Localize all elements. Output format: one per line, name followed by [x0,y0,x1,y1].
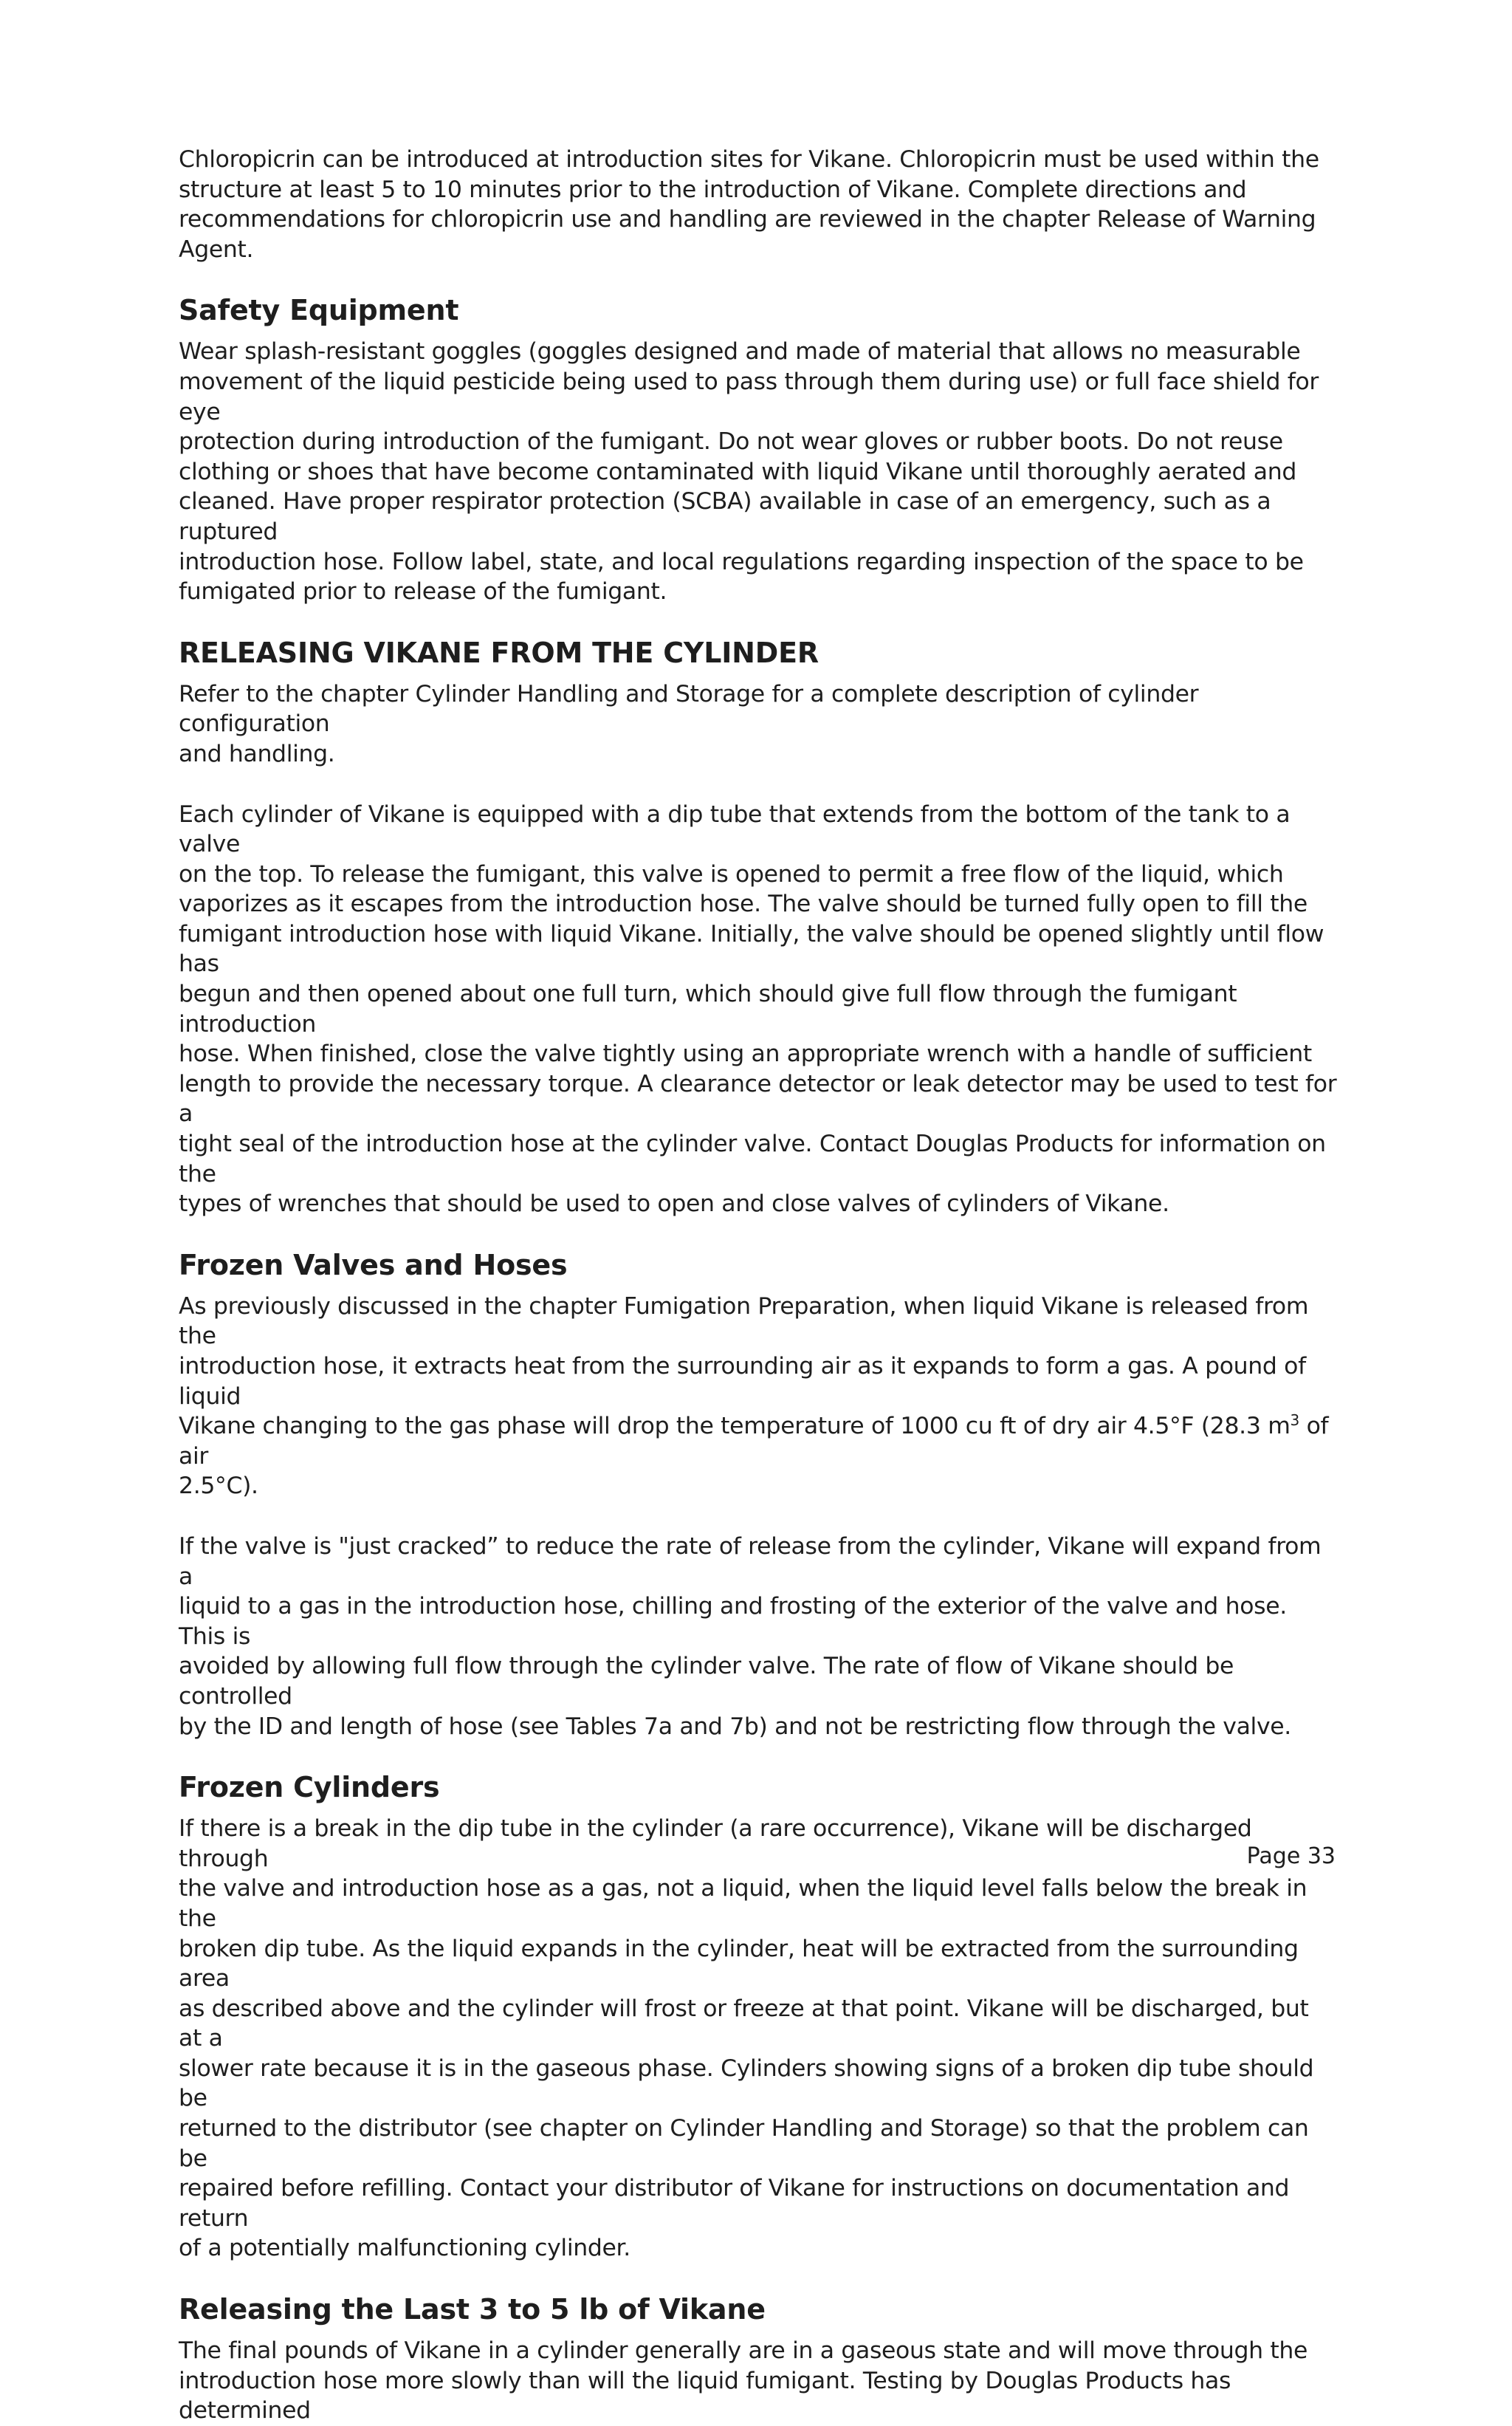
intro-paragraph: Chloropicrin can be introduced at introduction sites for Vikane. Chloropicrin must be used within the structure at least 5 to 10 minutes prior to the introduction of Vikane. Complete directions and recommendations for chloropicrin use and handling are reviewed in the chapter Release of Warning Agent. [179,146,1319,263]
safety-equipment-heading: Safety Equipment [179,294,459,327]
frozen-cylinders-heading: Frozen Cylinders [179,1771,440,1804]
safety-equipment-paragraph: Wear splash-resistant goggles (goggles designed and made of material that allows no measurable movement of the liquid pesticide being used to pass through them during use) or full face shield for eye protection during introduction of the fumigant. Do not wear gloves or rubber boots. Do not reuse clothing or shoes that have become contaminated with liquid Vikane until thoroughly aerated and cleaned. Have proper respirator protection (SCBA) available in case of an emergency, such as a ruptured introduction hose. Follow label, state, and local regulations regarding inspection of the space to be fumigated prior to release of the fumigant. [179,338,1319,606]
page-number: Page 33 [1246,1843,1336,1869]
cubic-superscript: 3 [1290,1411,1299,1430]
frozen-valves-text-a: As previously discussed in the chapter Fumigation Preparation, when liquid Vikane is released from the introduction hose, it extracts heat from the surrounding air as it expands to form a gas. A pound of liquid Vikane changing to the gas phase will drop the temperature of 1000 cu ft of dry air 4.5°F (28.3 m [179,1292,1309,1440]
document-page [179,145,1338,2426]
frozen-valves-heading: Frozen Valves and Hoses [179,1248,568,1281]
frozen-cylinders-paragraph: If there is a break in the dip tube in the cylinder (a rare occurrence), Vikane will be discharged through the valve and introduction hose as a gas, not a liquid, when the liquid level falls below the break in the broken dip tube. As the liquid expands in the cylinder, heat will be extracted from the surrounding area as described above and the cylinder will frost or freeze at that point. Vikane will be discharged, but at a slower rate because it is in the gaseous phase. Cylinders showing signs of a broken dip tube should be returned to the distributor (see chapter on Cylinder Handling and Storage) so that the problem can be repaired before refilling. Contact your distributor of Vikane for instructions on documentation and return of a potentially malfunctioning cylinder. [179,1815,1314,2262]
frozen-valves-paragraph-1 [179,1292,1338,1501]
releasing-paragraph-2: Each cylinder of Vikane is equipped with a dip tube that extends from the bottom of the tank to a valve on the top. To release the fumigant, this valve is opened to permit a free flow of the liquid, which vaporizes as it escapes from the introduction hose. The valve should be turned fully open to fill the fumigant introduction hose with liquid Vikane. Initially, the valve should be opened slightly until flow has begun and then opened about one full turn, which should give full flow through the fumigant introduction hose. When finished, close the valve tightly using an appropriate wrench with a handle of sufficient length to provide the necessary torque. A clearance detector or leak detector may be used to test for a tight seal of the introduction hose at the cylinder valve. Contact Douglas Products for information on the types of wrenches that should be used to open and close valves of cylinders of Vikane. [179,801,1337,1218]
releasing-paragraph-1: Refer to the chapter Cylinder Handling and Storage for a complete description of cylinder configuration and handling. [179,680,1199,767]
last-pounds-paragraph: The final pounds of Vikane in a cylinder generally are in a gaseous state and will move through the introduction hose more slowly than will the liquid fumigant. Testing by Douglas Products has determined [179,2337,1308,2425]
frozen-valves-paragraph-2: If the valve is "just cracked” to reduce the rate of release from the cylinder, Vikane will expand from a liquid to a gas in the introduction hose, chilling and frosting of the exterior of the valve and hose. This is avoided by allowing full flow through the cylinder valve. The rate of flow of Vikane should be controlled by the ID and length of hose (see Tables 7a and 7b) and not be restricting flow through the valve. [179,1532,1322,1740]
last-pounds-heading: Releasing the Last 3 to 5 lb of Vikane [179,2293,766,2326]
frozen-valves-text-b: of air 2.5°C). [179,1413,1329,1500]
releasing-vikane-heading: RELEASING VIKANE FROM THE CYLINDER [179,636,819,669]
